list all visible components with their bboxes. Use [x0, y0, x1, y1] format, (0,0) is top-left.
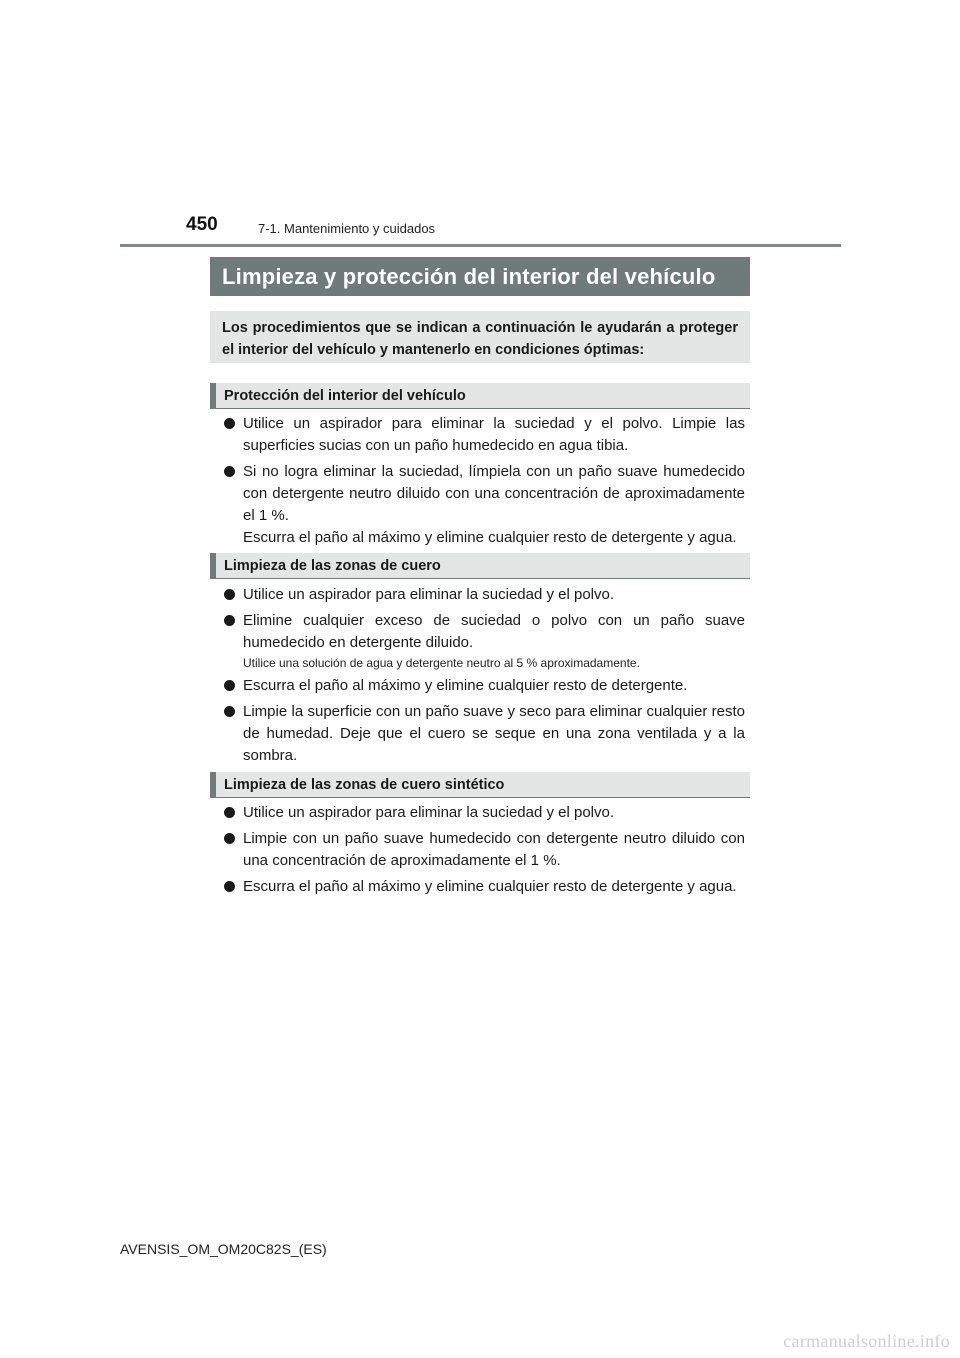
list-item: [222, 610, 745, 654]
list-item: [222, 876, 745, 898]
section-protection-list: [222, 413, 745, 553]
section-reference: 7-1. Mantenimiento y cuidados: [258, 221, 436, 236]
list-item: [222, 802, 745, 824]
section-heading-leather: [210, 553, 750, 579]
section-heading-synthetic-leather: [210, 772, 750, 798]
page-number: 450: [186, 214, 218, 235]
list-item-extra-text: Escurra el paño al máximo y elimine cualquier resto de detergente y agua.: [243, 529, 737, 546]
list-item: [222, 701, 745, 767]
list-item-text: Si no logra eliminar la suciedad, límpiela con un paño suave humedecido con detergente neutro diluido con una concentración de aproximadamente el 1 %.: [243, 463, 745, 524]
section-heading-text: Protección del interior del vehículo: [224, 387, 466, 404]
list-item-text: Escurra el paño al máximo y elimine cualquier resto de detergente y agua.: [243, 878, 737, 895]
list-item: [222, 461, 745, 549]
header-divider: [120, 244, 841, 247]
list-item-text: Utilice un aspirador para eliminar la suciedad y el polvo. Limpie las superficies sucias con un paño humedecido en agua tibia.: [243, 415, 745, 454]
list-item-text: Utilice un aspirador para eliminar la suciedad y el polvo.: [243, 804, 615, 821]
page-title: Limpieza y protección del interior del vehículo: [222, 263, 716, 289]
title-bar: [210, 257, 750, 296]
bullet-icon: [224, 833, 235, 844]
bullet-icon: [224, 589, 235, 600]
section-leather-list: [222, 584, 745, 658]
bullet-icon: [224, 706, 235, 717]
section-synthetic-leather-list: [222, 802, 745, 902]
document-code-footer: AVENSIS_OM_OM20C82S_(ES): [120, 1241, 327, 1257]
list-item-text: Limpie la superficie con un paño suave y seco para eliminar cualquier resto de humedad. Deje que el cuero se seque en una zona ventilada y a la sombra.: [243, 703, 745, 764]
list-item-text: Utilice un aspirador para eliminar la suciedad y el polvo.: [243, 586, 615, 603]
list-item-text: Escurra el paño al máximo y elimine cualquier resto de detergente.: [243, 677, 688, 694]
intro-text: Los procedimientos que se indican a continuación le ayudarán a proteger el interior del vehículo y mantenerlo en condiciones óptimas:: [222, 320, 738, 358]
list-item: [222, 675, 745, 697]
bullet-icon: [224, 418, 235, 429]
leather-note: Utilice una solución de agua y detergente neutro al 5 % aproximadamente.: [243, 656, 640, 670]
section-leather-list-continued: [222, 675, 745, 771]
bullet-icon: [224, 615, 235, 626]
section-heading-text: Limpieza de las zonas de cuero: [224, 557, 441, 574]
list-item: [222, 584, 745, 606]
watermark: carmanualsonline.info: [783, 1331, 950, 1351]
list-item: [222, 413, 745, 457]
intro-box: [210, 311, 750, 363]
list-item: [222, 828, 745, 872]
bullet-icon: [224, 680, 235, 691]
section-heading-protection: [210, 383, 750, 409]
list-item-text: Limpie con un paño suave humedecido con detergente neutro diluido con una concentración de aproximadamente el 1 %.: [243, 830, 745, 869]
bullet-icon: [224, 881, 235, 892]
list-item-text: Elimine cualquier exceso de suciedad o polvo con un paño suave humedecido en detergente diluido.: [243, 612, 745, 651]
bullet-icon: [224, 807, 235, 818]
section-heading-text: Limpieza de las zonas de cuero sintético: [224, 776, 505, 793]
bullet-icon: [224, 466, 235, 477]
